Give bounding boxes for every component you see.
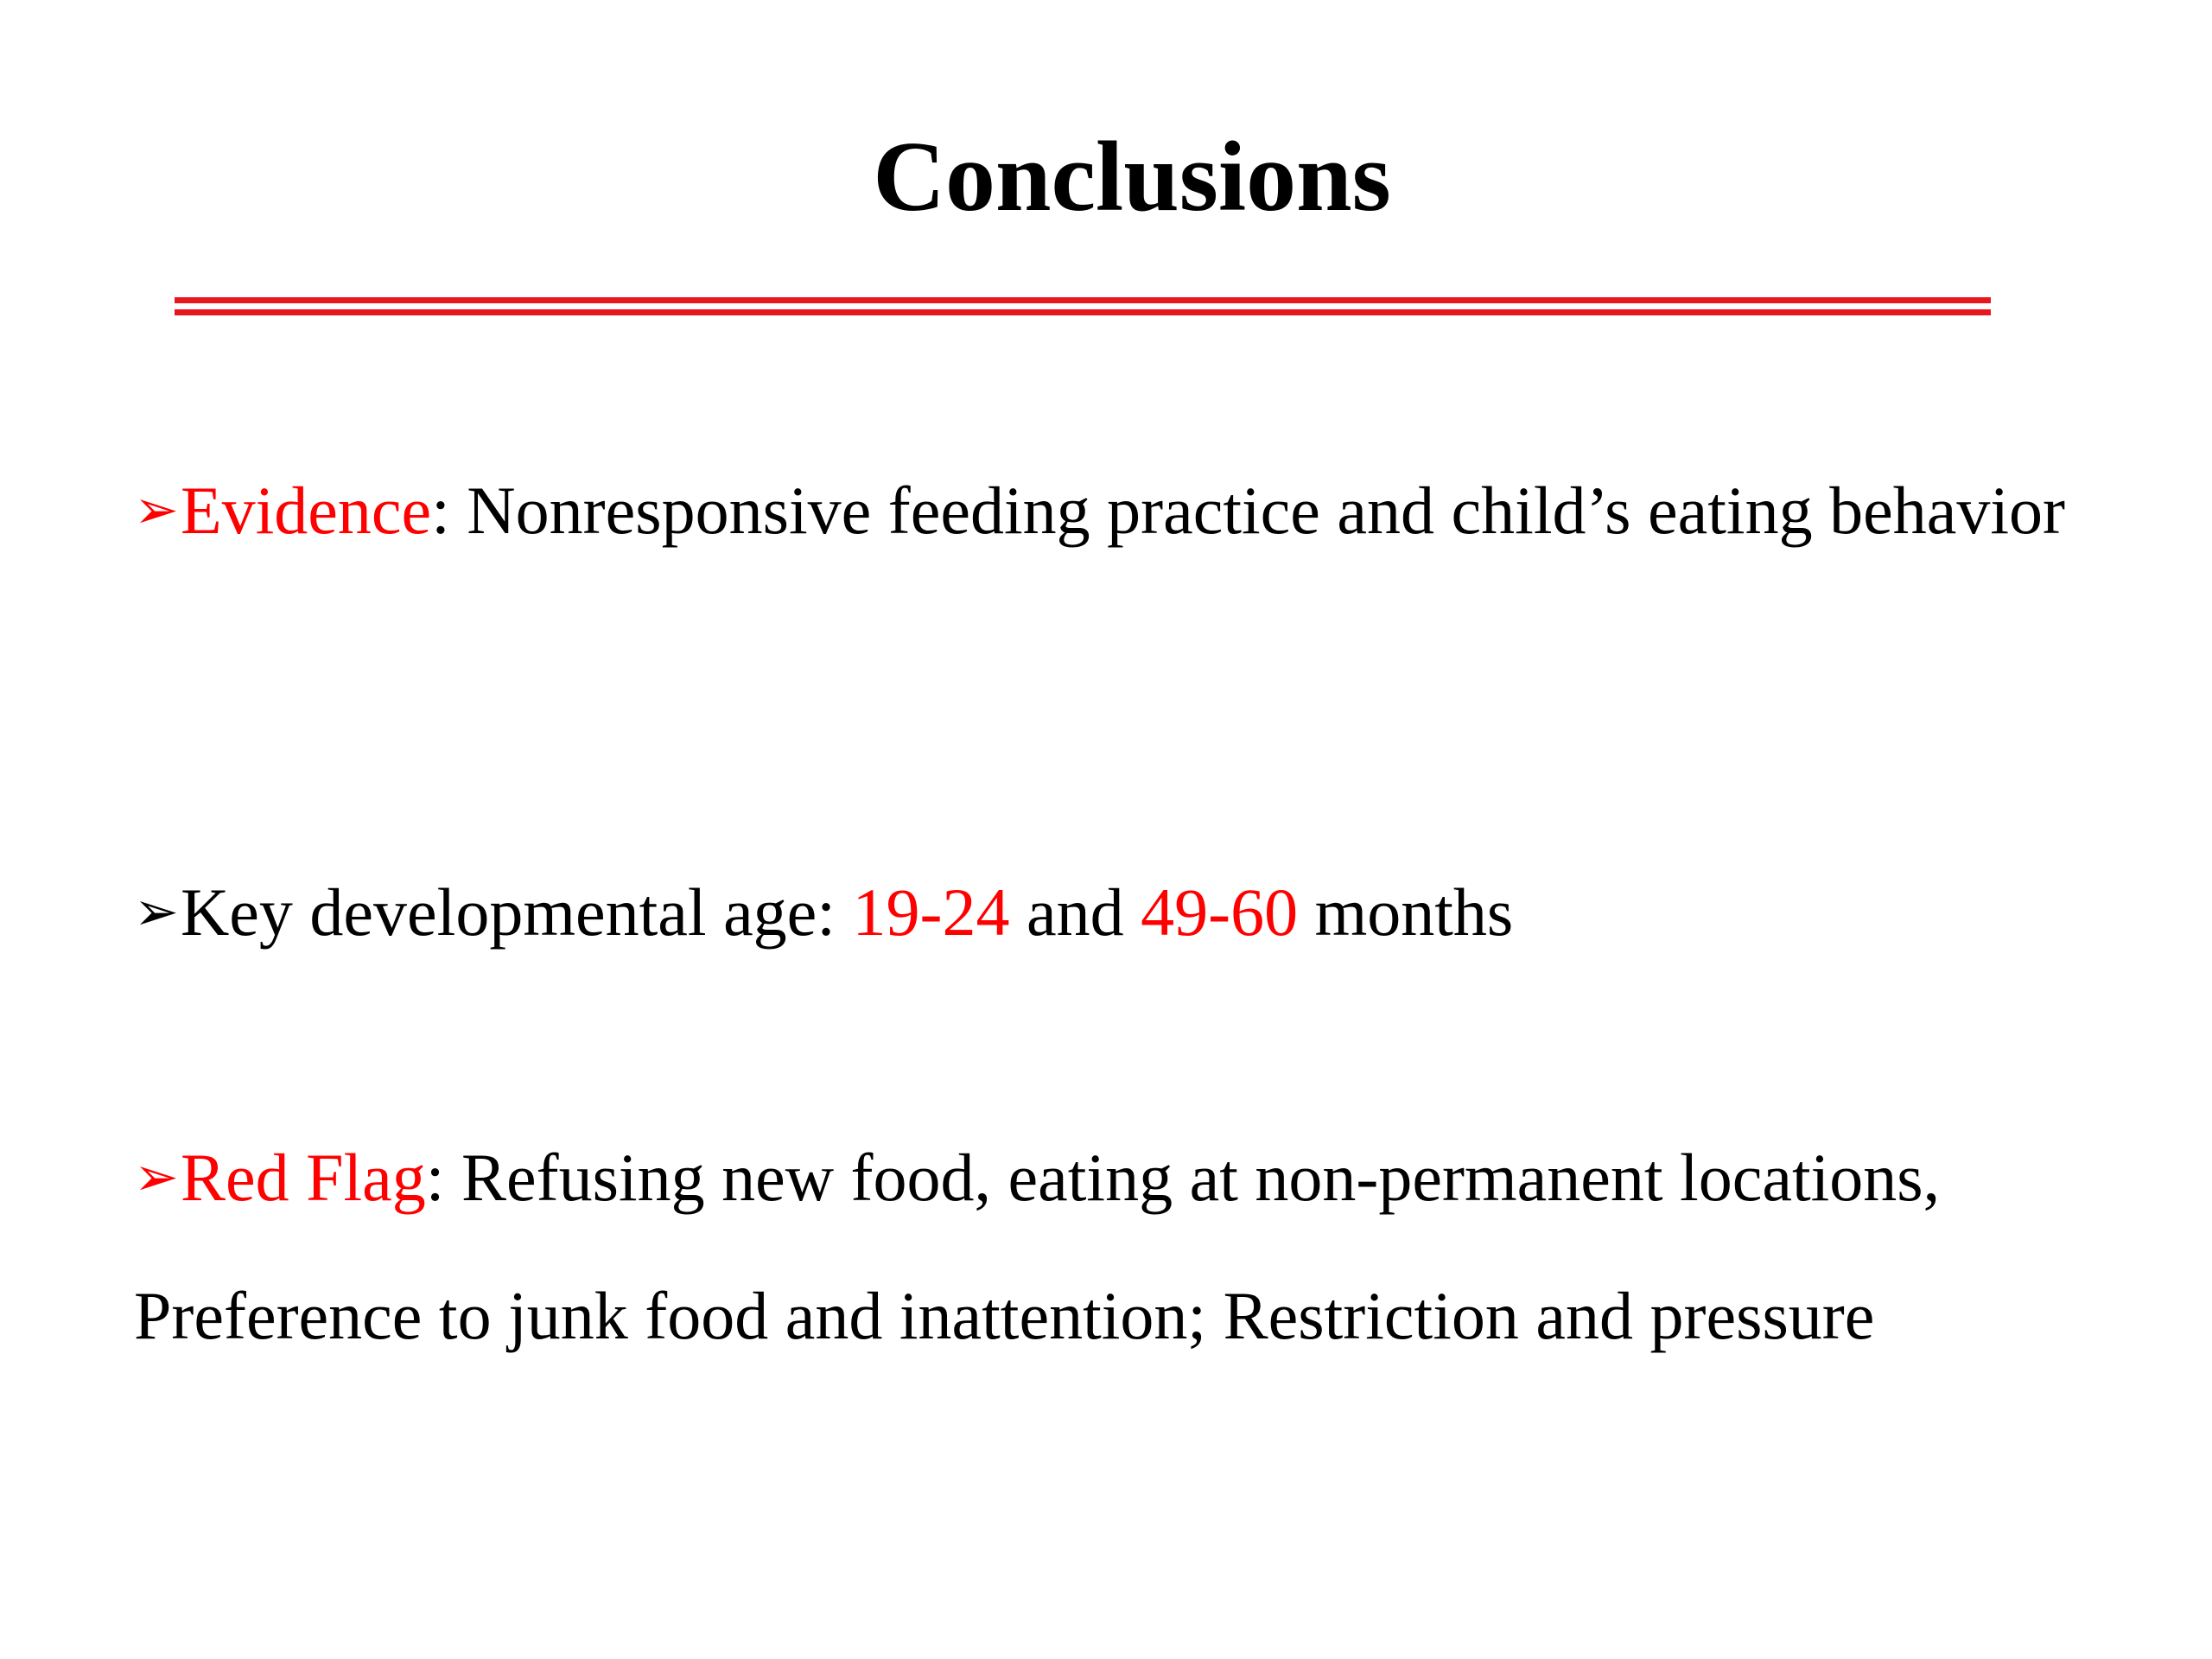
bullet-lead-key-age: Key developmental age: bbox=[180, 874, 853, 950]
age-range-first: 19-24 bbox=[852, 874, 1010, 950]
age-range-second: 49-60 bbox=[1141, 874, 1299, 950]
bullet-text-red-flag: : Refusing new food, eating at non-permanent locations, Preference to junk food and inattention; Restriction and pressure bbox=[134, 1140, 1941, 1353]
title-divider-top bbox=[175, 297, 1991, 303]
bullet-text-evidence: : Nonresponsive feeding practice and child’s eating behavior bbox=[431, 473, 2065, 548]
bullet-label-evidence: Evidence bbox=[180, 473, 432, 548]
bullet-red-flag bbox=[134, 1110, 2108, 1382]
title-divider-bottom bbox=[175, 309, 1991, 315]
bullet-evidence bbox=[134, 443, 2108, 582]
bullet-connector: and bbox=[1009, 874, 1141, 950]
arrowhead-bullet-icon: ➢ bbox=[134, 478, 179, 541]
bullet-key-age bbox=[134, 845, 2108, 983]
arrowhead-bullet-icon: ➢ bbox=[134, 880, 179, 943]
bullet-label-red-flag: Red Flag bbox=[180, 1140, 426, 1215]
arrowhead-bullet-icon: ➢ bbox=[134, 1145, 179, 1208]
slide-title: Conclusions bbox=[873, 122, 1391, 232]
bullet-tail-months: months bbox=[1298, 874, 1514, 950]
